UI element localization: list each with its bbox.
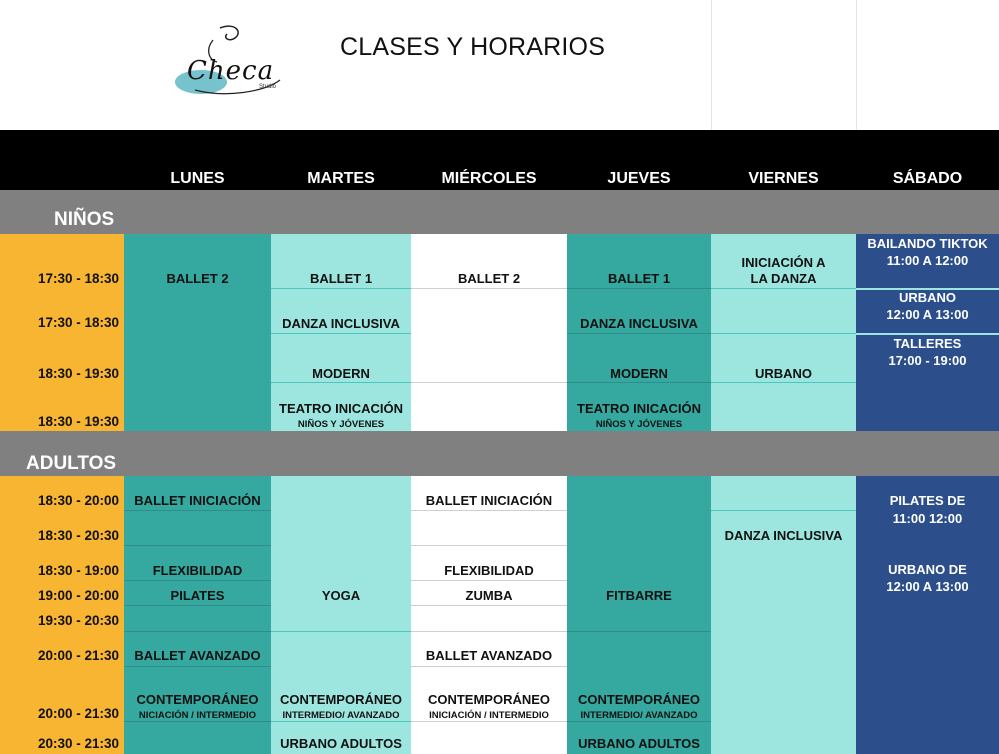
adultos-lunes-column (124, 476, 271, 754)
class-cell: URBANO ADULTOS (280, 736, 402, 751)
day-jueves: JUEVES (607, 170, 671, 187)
ninos-lunes-column (124, 234, 271, 431)
time-label: 18:30 - 19:30 (37, 366, 119, 381)
adultos-martes-column (271, 476, 411, 754)
class-cell: 12:00 A 13:00 (886, 307, 969, 322)
class-cell: 17:00 - 19:00 (888, 353, 967, 368)
ninos-martes-column (271, 234, 411, 431)
ninos-viernes-column (711, 234, 856, 431)
class-cell: DANZA INCLUSIVA (724, 528, 843, 543)
day-martes: MARTES (307, 170, 375, 187)
class-cell: CONTEMPORÁNEO (577, 692, 701, 707)
class-cell: PILATES DE (889, 493, 966, 508)
class-cell: BALLET AVANZADO (425, 648, 553, 663)
class-cell: CONTEMPORÁNEO (136, 692, 259, 707)
class-cell: URBANO (898, 290, 957, 305)
class-cell: TALLERES (893, 336, 962, 351)
class-cell: BALLET 1 (607, 271, 671, 286)
class-cell: BALLET INICIACIÓN (134, 493, 261, 508)
class-cell: BALLET 2 (166, 271, 229, 286)
ninos-sabado-column (856, 234, 999, 431)
class-cell: DANZA INCLUSIVA (580, 316, 698, 331)
adultos-miercoles-column (411, 476, 567, 754)
adultos-sabado-column (856, 476, 999, 754)
time-label: 19:00 - 20:00 (37, 588, 119, 603)
day-lunes: LUNES (170, 170, 225, 187)
day-viernes: VIERNES (748, 170, 819, 187)
ninos-jueves-column (567, 234, 711, 431)
section-adultos-bar (0, 431, 999, 476)
class-cell: LA DANZA (750, 271, 817, 286)
class-cell: DANZA INCLUSIVA (282, 316, 400, 331)
section-ninos-bar (0, 190, 999, 234)
class-cell: CONTEMPORÁNEO (279, 692, 403, 707)
adultos-jueves-column (567, 476, 711, 754)
time-label: 19:30 - 20:30 (37, 613, 119, 628)
class-cell: TEATRO INICACIÓN (279, 401, 403, 416)
class-cell: FLEXIBILIDAD (152, 563, 243, 578)
class-cell: FLEXIBILIDAD (444, 563, 534, 578)
time-label: 20:00 - 21:30 (37, 648, 119, 663)
logo-sub: Studio (259, 84, 277, 90)
class-cell: MODERN (312, 366, 370, 381)
day-miercoles: MIÉRCOLES (441, 170, 537, 187)
ninos-miercoles-column (411, 234, 567, 431)
time-label: 17:30 - 18:30 (37, 315, 119, 330)
class-cell: FITBARRE (606, 588, 672, 603)
page-title: CLASES Y HORARIOS (340, 33, 606, 61)
adultos-time-column (0, 476, 124, 754)
class-subtitle: INTERMEDIO/ AVANZADO (282, 710, 400, 721)
class-cell: URBANO DE (888, 562, 967, 577)
class-cell: YOGA (321, 588, 361, 603)
class-cell: URBANO ADULTOS (578, 736, 700, 751)
adultos-viernes-column (711, 476, 856, 754)
class-cell: PILATES (170, 588, 225, 603)
class-subtitle: INTERMEDIO/ AVANZADO (580, 710, 698, 721)
time-label: 18:30 - 20:00 (37, 493, 119, 508)
class-subtitle: NICIACIÓN / INTERMEDIO (138, 710, 257, 721)
class-subtitle: INICIACIÓN / INTERMEDIO (429, 710, 549, 721)
class-cell: CONTEMPORÁNEO (427, 692, 551, 707)
class-subtitle: NIÑOS Y JÓVENES (595, 419, 683, 430)
time-label: 18:30 - 20:30 (37, 528, 119, 543)
class-cell: 11:00 A 12:00 (886, 253, 969, 268)
logo-brand: Checa (187, 56, 275, 86)
class-cell: BALLET INICIACIÓN (425, 493, 553, 508)
class-cell: BALLET 2 (457, 271, 521, 286)
time-label: 18:30 - 19:00 (37, 563, 119, 578)
class-cell: 12:00 A 13:00 (886, 579, 969, 594)
class-cell: URBANO (754, 366, 813, 381)
class-subtitle: NIÑOS Y JÓVENES (297, 419, 385, 430)
ninos-time-column (0, 234, 124, 431)
class-cell: MODERN (610, 366, 668, 381)
day-sabado: SÁBADO (892, 170, 963, 187)
time-label: 20:30 - 21:30 (37, 736, 119, 751)
class-cell: BAILANDO TIKTOK (867, 236, 988, 251)
studio-logo (165, 20, 290, 102)
time-label: 17:30 - 18:30 (37, 271, 119, 286)
time-label: 20:00 - 21:30 (37, 706, 119, 721)
section-ninos-label: NIÑOS (54, 209, 115, 230)
class-cell: 11:00 12:00 (892, 511, 963, 526)
section-adultos-label: ADULTOS (26, 453, 117, 474)
class-cell: INICIACIÓN A (741, 255, 826, 270)
class-cell: BALLET AVANZADO (134, 648, 261, 663)
class-cell: ZUMBA (465, 588, 513, 603)
time-label: 18:30 - 19:30 (37, 414, 119, 429)
class-cell: BALLET 1 (309, 271, 373, 286)
class-cell: TEATRO INICACIÓN (577, 401, 701, 416)
